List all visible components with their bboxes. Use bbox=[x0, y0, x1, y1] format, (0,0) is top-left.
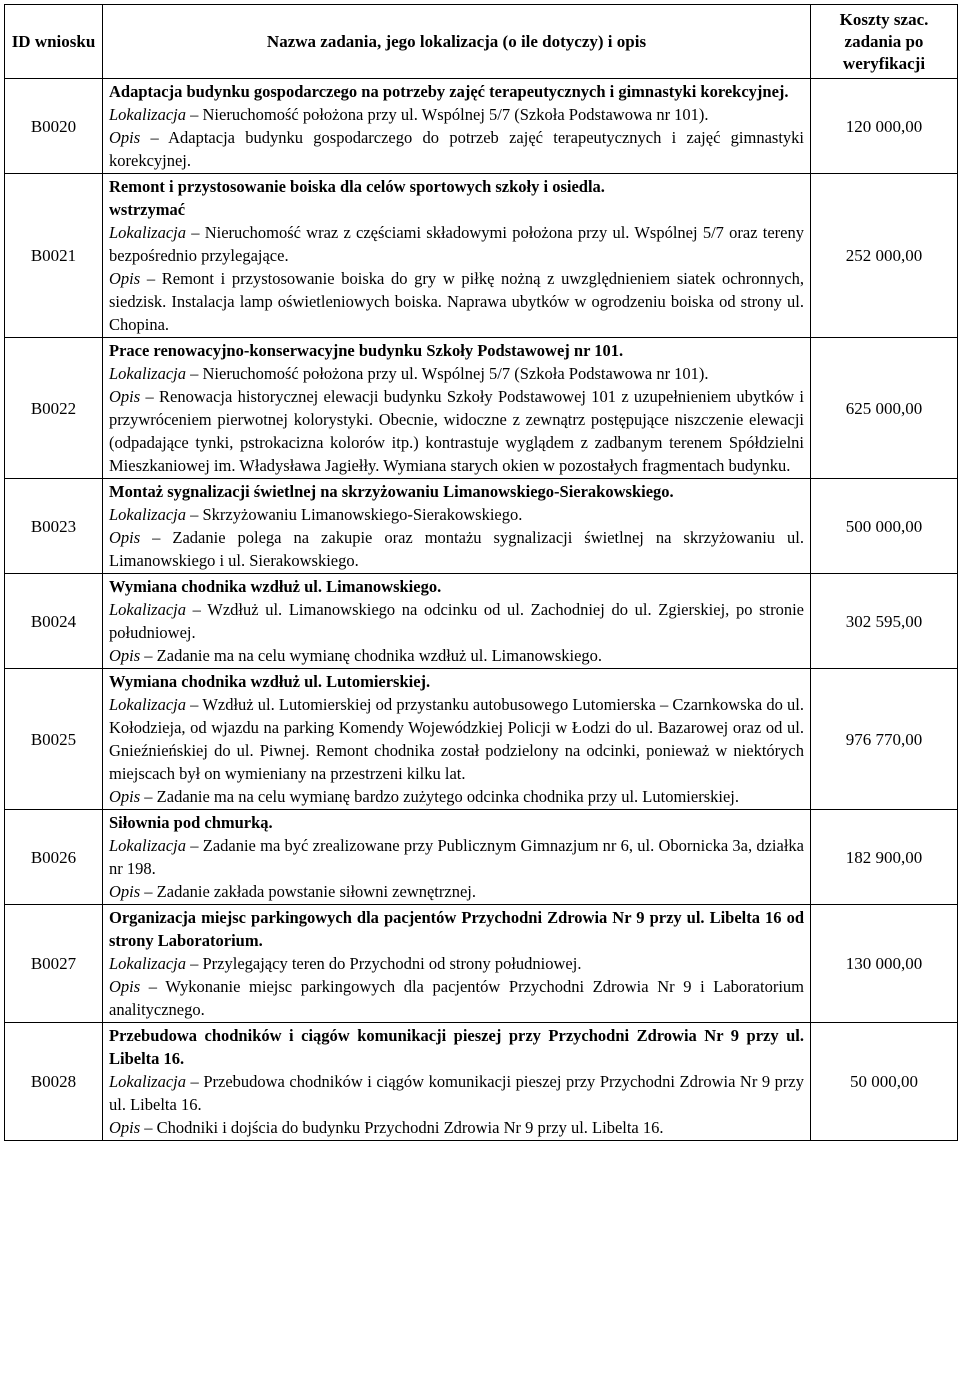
task-description: Opis – Zadanie ma na celu wymianę chodnika wzdłuż ul. Limanowskiego. bbox=[109, 646, 603, 665]
description-text: Remont i przystosowanie boiska do gry w piłkę nożną z uwzględnieniem siatek ochronnych, siedzisk. Instalacja lamp oświetleniowych boiska. Naprawa ubytków w ogrodzeniu boiska od strony ul. Chopina. bbox=[109, 269, 804, 334]
task-description: Opis – Adaptacja budynku gospodarczego do potrzeb zajęć terapeutycznych i zajęć gimnastyki korekcyjnej. bbox=[109, 128, 805, 170]
row-cost: 302 595,00 bbox=[811, 574, 958, 669]
row-cost: 120 000,00 bbox=[811, 79, 958, 174]
task-location: Lokalizacja – Przebudowa chodników i ciągów komunikacji pieszej przy Przychodni Zdrowia Nr 9 przy ul. Libelta 16. bbox=[109, 1072, 804, 1114]
table-body bbox=[5, 79, 958, 1141]
row-cost: 625 000,00 bbox=[811, 338, 958, 479]
row-id: B0027 bbox=[5, 905, 103, 1023]
task-title: Wymiana chodnika wzdłuż ul. Lutomierskiej. bbox=[109, 672, 431, 691]
header-name: Nazwa zadania, jego lokalizacja (o ile dotyczy) i opis bbox=[103, 5, 811, 79]
row-id: B0024 bbox=[5, 574, 103, 669]
description-label: Opis bbox=[109, 269, 141, 288]
location-text: Skrzyżowaniu Limanowskiego-Sierakowskiego. bbox=[202, 505, 523, 524]
task-title: Prace renowacyjno-konserwacyjne budynku Szkoły Podstawowej nr 101. bbox=[109, 341, 624, 360]
location-label: Lokalizacja bbox=[109, 695, 186, 714]
description-text: Zadanie ma na celu wymianę chodnika wzdłuż ul. Limanowskiego. bbox=[156, 646, 603, 665]
location-label: Lokalizacja bbox=[109, 364, 186, 383]
table-row bbox=[5, 669, 958, 810]
task-location: Lokalizacja – Wzdłuż ul. Limanowskiego na odcinku od ul. Zachodniej do ul. Zgierskiej, po stronie południowej. bbox=[109, 600, 805, 642]
description-label: Opis bbox=[109, 387, 141, 406]
location-text: Nieruchomość położona przy ul. Wspólnej 5/7 (Szkoła Podstawowa nr 101). bbox=[202, 105, 709, 124]
task-description: Opis – Chodniki i dojścia do budynku Przychodni Zdrowia Nr 9 przy ul. Libelta 16. bbox=[109, 1118, 664, 1137]
location-text: Wzdłuż ul. Limanowskiego na odcinku od ul. Zachodniej do ul. Zgierskiej, po stronie południowej. bbox=[109, 600, 805, 642]
task-title: Montaż sygnalizacji świetlnej na skrzyżowaniu Limanowskiego-Sierakowskiego. bbox=[109, 482, 674, 501]
row-cost: 252 000,00 bbox=[811, 174, 958, 338]
location-text: Nieruchomość położona przy ul. Wspólnej 5/7 (Szkoła Podstawowa nr 101). bbox=[202, 364, 709, 383]
task-location: Lokalizacja – Zadanie ma być zrealizowane przy Publicznym Gimnazjum nr 6, ul. Obornicka 3a, działka nr 198. bbox=[109, 836, 804, 878]
row-description-cell bbox=[103, 79, 811, 174]
task-location: Lokalizacja – Skrzyżowaniu Limanowskiego-Sierakowskiego. bbox=[109, 505, 523, 524]
location-text: Wzdłuż ul. Lutomierskiej od przystanku autobusowego Lutomierska – Czarnkowska do ul. Kołodzieja, od wjazdu na parking Komendy Wojewódzkiej Policji w Łodzi do ul. Bazarowej oraz od ul. Gnieźnieńskiej do ul. Piwnej. Remont chodnika został podzielony na odcinki, ponieważ w niektórych miejscach był on wymieniany na przestrzeni kilku lat. bbox=[109, 695, 805, 783]
description-text: Wykonanie miejsc parkingowych dla pacjentów Przychodni Zdrowia Nr 9 i Laboratorium analitycznego. bbox=[109, 977, 804, 1019]
table-header bbox=[5, 5, 958, 79]
description-text: Zadanie zakłada powstanie siłowni zewnętrznej. bbox=[156, 882, 476, 901]
task-location: Lokalizacja – Nieruchomość położona przy ul. Wspólnej 5/7 (Szkoła Podstawowa nr 101). bbox=[109, 105, 709, 124]
location-label: Lokalizacja bbox=[109, 954, 186, 973]
location-label: Lokalizacja bbox=[109, 1072, 186, 1091]
row-id: B0026 bbox=[5, 810, 103, 905]
row-id: B0023 bbox=[5, 479, 103, 574]
description-text: Chodniki i dojścia do budynku Przychodni Zdrowia Nr 9 przy ul. Libelta 16. bbox=[156, 1118, 664, 1137]
task-description: Opis – Remont i przystosowanie boiska do gry w piłkę nożną z uwzględnieniem siatek ochronnych, siedzisk. Instalacja lamp oświetleniowych boiska. Naprawa ubytków w ogrodzeniu boiska od strony ul. Chopina. bbox=[109, 269, 804, 334]
description-label: Opis bbox=[109, 787, 141, 806]
description-text: Adaptacja budynku gospodarczego do potrzeb zajęć terapeutycznych i zajęć gimnastyki korekcyjnej. bbox=[109, 128, 805, 170]
table-row bbox=[5, 1023, 958, 1141]
task-location: Lokalizacja – Przylegający teren do Przychodni od strony południowej. bbox=[109, 954, 582, 973]
location-text: Przylegający teren do Przychodni od strony południowej. bbox=[202, 954, 582, 973]
row-cost: 500 000,00 bbox=[811, 479, 958, 574]
row-description-cell bbox=[103, 1023, 811, 1141]
location-text: Przebudowa chodników i ciągów komunikacji pieszej przy Przychodni Zdrowia Nr 9 przy ul. Libelta 16. bbox=[109, 1072, 804, 1114]
location-label: Lokalizacja bbox=[109, 836, 186, 855]
task-status-note: wstrzymać bbox=[109, 200, 186, 219]
row-description-cell bbox=[103, 479, 811, 574]
location-text: Nieruchomość wraz z częściami składowymi położona przy ul. Wspólnej 5/7 oraz tereny bezpośrednio przylegające. bbox=[109, 223, 804, 265]
task-description: Opis – Zadanie ma na celu wymianę bardzo zużytego odcinka chodnika przy ul. Lutomierskiej. bbox=[109, 787, 739, 806]
description-label: Opis bbox=[109, 528, 141, 547]
row-id: B0025 bbox=[5, 669, 103, 810]
header-id: ID wniosku bbox=[5, 5, 103, 79]
description-label: Opis bbox=[109, 128, 141, 147]
location-label: Lokalizacja bbox=[109, 505, 186, 524]
row-cost: 50 000,00 bbox=[811, 1023, 958, 1141]
table-row bbox=[5, 905, 958, 1023]
location-label: Lokalizacja bbox=[109, 223, 186, 242]
row-description-cell bbox=[103, 174, 811, 338]
row-description-cell bbox=[103, 905, 811, 1023]
table-row bbox=[5, 174, 958, 338]
task-description: Opis – Wykonanie miejsc parkingowych dla pacjentów Przychodni Zdrowia Nr 9 i Laboratorium analitycznego. bbox=[109, 977, 804, 1019]
task-description: Opis – Renowacja historycznej elewacji budynku Szkoły Podstawowej 101 z uzupełnieniem ubytków i przywróceniem pierwotnej kolorystyki. Obecnie, widoczne z zewnątrz postępujące niszczenie elewacji (odpadające tynki, pstrokacizna kolorów itp.) kontrastuje wyglądem z zadbanym terenem Spółdzielni Mieszkaniowej im. Władysława Jagiełły. Wymiana starych okien w pozostałych fragmentach budynku. bbox=[109, 387, 804, 475]
description-text: Zadanie polega na zakupie oraz montażu sygnalizacji świetlnej na skrzyżowaniu ul. Limanowskiego i ul. Sierakowskiego. bbox=[109, 528, 805, 570]
row-cost: 130 000,00 bbox=[811, 905, 958, 1023]
row-id: B0021 bbox=[5, 174, 103, 338]
row-id: B0020 bbox=[5, 79, 103, 174]
task-location: Lokalizacja – Nieruchomość położona przy ul. Wspólnej 5/7 (Szkoła Podstawowa nr 101). bbox=[109, 364, 709, 383]
row-id: B0022 bbox=[5, 338, 103, 479]
task-title: Organizacja miejsc parkingowych dla pacjentów Przychodni Zdrowia Nr 9 przy ul. Libelta 16 od strony Laboratorium. bbox=[109, 908, 804, 950]
row-cost: 182 900,00 bbox=[811, 810, 958, 905]
task-location: Lokalizacja – Nieruchomość wraz z częściami składowymi położona przy ul. Wspólnej 5/7 oraz tereny bezpośrednio przylegające. bbox=[109, 223, 804, 265]
location-text: Zadanie ma być zrealizowane przy Publicznym Gimnazjum nr 6, ul. Obornicka 3a, działka nr 198. bbox=[109, 836, 804, 878]
row-description-cell bbox=[103, 574, 811, 669]
task-description: Opis – Zadanie polega na zakupie oraz montażu sygnalizacji świetlnej na skrzyżowaniu ul. Limanowskiego i ul. Sierakowskiego. bbox=[109, 528, 805, 570]
location-label: Lokalizacja bbox=[109, 600, 186, 619]
description-label: Opis bbox=[109, 977, 141, 996]
table-row bbox=[5, 79, 958, 174]
task-description: Opis – Zadanie zakłada powstanie siłowni zewnętrznej. bbox=[109, 882, 476, 901]
task-title: Przebudowa chodników i ciągów komunikacji pieszej przy Przychodni Zdrowia Nr 9 przy ul. Libelta 16. bbox=[109, 1026, 804, 1068]
description-text: Zadanie ma na celu wymianę bardzo zużytego odcinka chodnika przy ul. Lutomierskiej. bbox=[156, 787, 739, 806]
location-label: Lokalizacja bbox=[109, 105, 186, 124]
row-cost: 976 770,00 bbox=[811, 669, 958, 810]
task-title: Remont i przystosowanie boiska dla celów sportowych szkoły i osiedla. bbox=[109, 177, 605, 196]
description-text: Renowacja historycznej elewacji budynku Szkoły Podstawowej 101 z uzupełnieniem ubytków i przywróceniem pierwotnej kolorystyki. Obecnie, widoczne z zewnątrz postępujące niszczenie elewacji (odpadające tynki, pstrokacizna kolorów itp.) kontrastuje wyglądem z zadbanym terenem Spółdzielni Mieszkaniowej im. Władysława Jagiełły. Wymiana starych okien w pozostałych fragmentach budynku. bbox=[109, 387, 804, 475]
table-row bbox=[5, 479, 958, 574]
table-row bbox=[5, 574, 958, 669]
description-label: Opis bbox=[109, 882, 141, 901]
task-title: Wymiana chodnika wzdłuż ul. Limanowskiego. bbox=[109, 577, 442, 596]
header-cost: Koszty szac. zadania po weryfikacji bbox=[811, 5, 958, 79]
row-description-cell bbox=[103, 810, 811, 905]
table-row bbox=[5, 810, 958, 905]
task-title: Siłownia pod chmurką. bbox=[109, 813, 273, 832]
row-description-cell bbox=[103, 338, 811, 479]
row-id: B0028 bbox=[5, 1023, 103, 1141]
row-description-cell bbox=[103, 669, 811, 810]
task-title: Adaptacja budynku gospodarczego na potrzeby zajęć terapeutycznych i gimnastyki korekcyjnej. bbox=[109, 82, 789, 101]
description-label: Opis bbox=[109, 646, 141, 665]
budget-table bbox=[4, 4, 958, 1141]
description-label: Opis bbox=[109, 1118, 141, 1137]
table-row bbox=[5, 338, 958, 479]
header-row bbox=[5, 5, 958, 79]
task-location: Lokalizacja – Wzdłuż ul. Lutomierskiej od przystanku autobusowego Lutomierska – Czarnkowska do ul. Kołodzieja, od wjazdu na parking Komendy Wojewódzkiej Policji w Łodzi do ul. Bazarowej oraz od ul. Gnieźnieńskiej do ul. Piwnej. Remont chodnika został podzielony na odcinki, ponieważ w niektórych miejscach był on wymieniany na przestrzeni kilku lat. bbox=[109, 695, 805, 783]
